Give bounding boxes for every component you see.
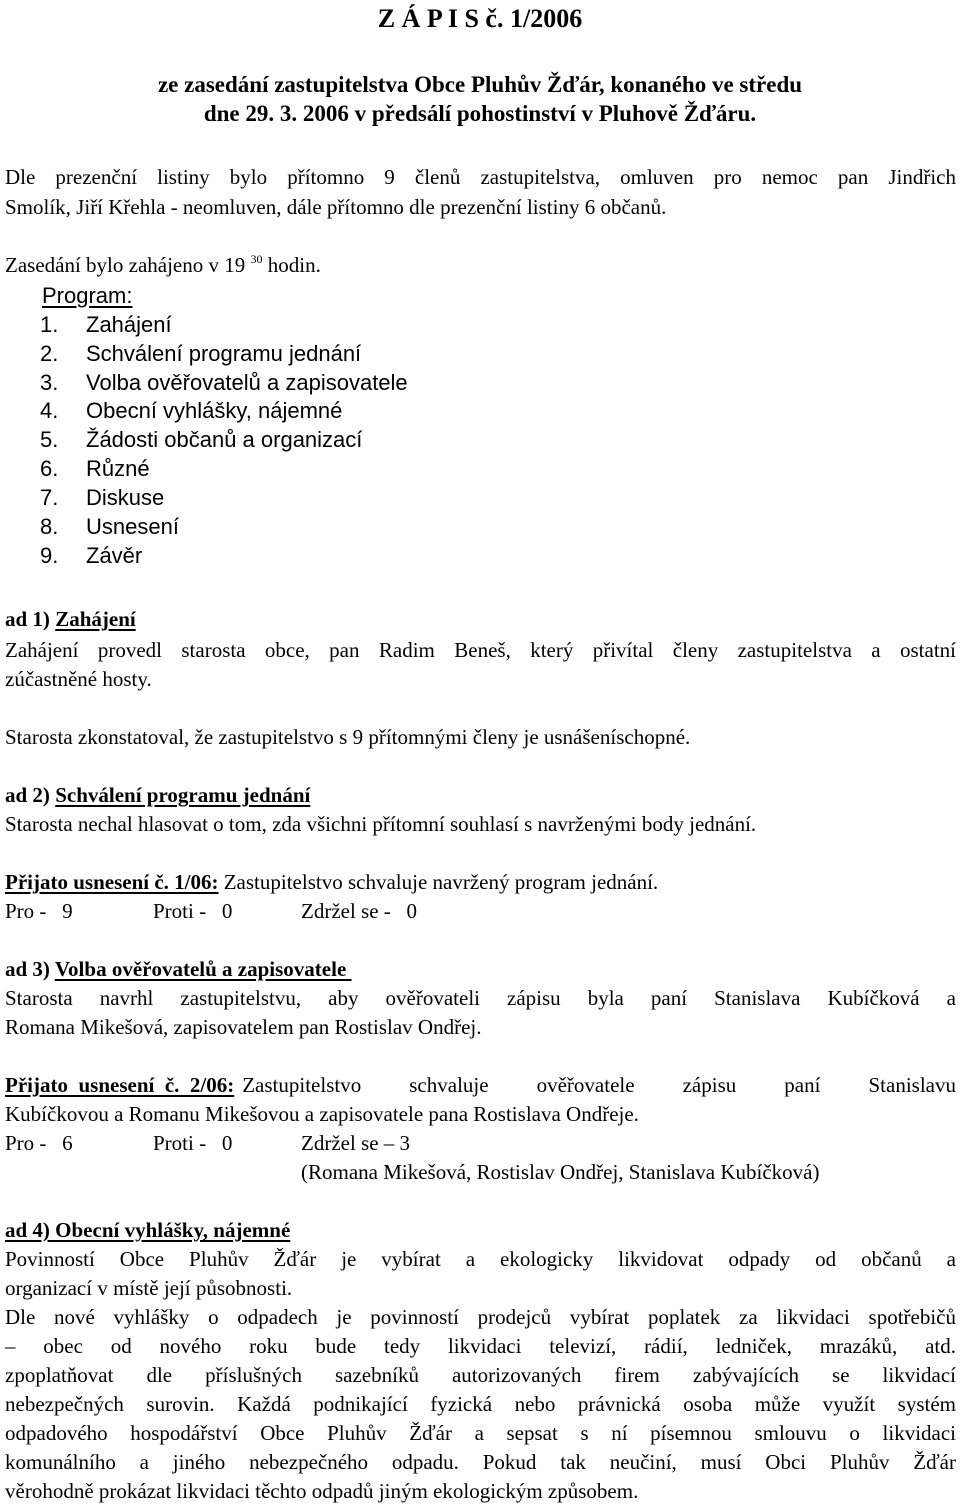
meeting-start-prefix: Zasedání bylo zahájeno v 19: [5, 253, 246, 277]
ad3-resolution: Přijato usnesení č. 2/06: Zastupitelstvo schvaluje ověřovatele zápisu paní Stanislavu: [5, 1073, 956, 1097]
meeting-start: [5, 251, 956, 280]
meeting-start-suffix: hodin.: [267, 253, 321, 277]
program-item: 4. Obecní vyhlášky, nájemné: [40, 398, 343, 423]
ad4-line: komunálního a jiného nebezpečného odpadu. Pokud tak neučiní, musí Obci Pluhův Žďár: [5, 1450, 956, 1474]
ad4-line: Povinností Obce Pluhův Žďár je vybírat a ekologicky likvidovat odpady od občanů a: [5, 1247, 956, 1271]
program-label: Program:: [42, 283, 133, 308]
ad4-line: odpadového hospodářství Obce Pluhův Žďár a sepsat s ní písemnou smlouvu o likvidaci: [5, 1421, 956, 1445]
ad3-text-line-1: Starosta navrhl zastupitelstvu, aby ověřovateli zápisu byla paní Stanislava Kubíčková a: [5, 986, 956, 1010]
ad4-line: zpoplatňovat dle příslušných sazebníků autorizovaných firem zabývajících se likvidací: [5, 1363, 956, 1387]
ad2-resolution: Přijato usnesení č. 1/06: Zastupitelstvo schvaluje navržený program jednání.: [5, 870, 659, 894]
ad1-text-line-1: Zahájení provedl starosta obce, pan Radim Beneš, který přivítal členy zastupitelstva a ostatní: [5, 638, 956, 662]
ad3-text-line-2: Romana Mikešová, zapisovatelem pan Rostislav Ondřej.: [5, 1015, 482, 1039]
ad3-resolution-line-2: Kubíčkovou a Romanu Mikešovou a zapisovatele pana Rostislava Ondřeje.: [5, 1102, 639, 1126]
meeting-start-minutes: 30: [250, 252, 263, 266]
program-item: 9. Závěr: [40, 543, 143, 568]
document-title: Z Á P I S č. 1/2006: [377, 4, 583, 33]
document-subtitle-line-2: dne 29. 3. 2006 v předsálí pohostinství v Pluhově Žďáru.: [203, 101, 757, 126]
section-ad4-heading: ad 4) Obecní vyhlášky, nájemné: [5, 1218, 291, 1242]
program-item: 1. Zahájení: [40, 312, 172, 337]
ad3-abstained-names: (Romana Mikešová, Rostislav Ondřej, Stanislava Kubíčková): [301, 1160, 820, 1184]
program-item: 2. Schválení programu jednání: [40, 341, 362, 366]
section-ad2-heading: ad 2) Schválení programu jednání: [5, 783, 311, 807]
ad4-line: nebezpečných surovin. Každá podnikající fyzická nebo právnická osoba může využít systém: [5, 1392, 956, 1416]
program-item: 5. Žádosti občanů a organizací: [40, 427, 363, 452]
ad4-line: Dle nové vyhlášky o odpadech je povinností prodejců vybírat poplatek za likvidaci spotřebičů: [5, 1305, 956, 1329]
document-subtitle-line-1: ze zasedání zastupitelstva Obce Pluhův Žďár, konaného ve středu: [157, 72, 803, 97]
ad4-line: organizací v místě její působnosti.: [5, 1276, 293, 1300]
program-item: 6. Různé: [40, 456, 150, 481]
ad4-line: věrohodně prokázat likvidaci těchto odpadů jiným ekologickým způsobem.: [5, 1479, 639, 1503]
section-ad1-heading: ad 1) Zahájení: [5, 607, 136, 631]
section-ad3-heading: ad 3) Volba ověřovatelů a zapisovatele: [5, 957, 352, 981]
attendance-line-2: Smolík, Jiří Křehla - neomluven, dále přítomno dle prezenční listiny 6 občanů.: [5, 195, 667, 219]
attendance-line-1: Dle prezenční listiny bylo přítomno 9 členů zastupitelstva, omluven pro nemoc pan Jindřich: [5, 165, 956, 189]
program-item: 3. Volba ověřovatelů a zapisovatele: [40, 370, 408, 395]
program-item: 8. Usnesení: [40, 514, 179, 539]
ad3-vote: Pro - 6 Proti - 0 Zdržel se – 3: [5, 1131, 411, 1155]
ad2-text: Starosta nechal hlasovat o tom, zda všichni přítomní souhlasí s navrženými body jednání.: [5, 812, 757, 836]
program-item: 7. Diskuse: [40, 485, 165, 510]
ad1-text-line-2: zúčastněné hosty.: [5, 667, 152, 691]
ad4-line: – obec od nového roku bude tedy likvidaci televizí, rádií, ledniček, mrazáků, atd.: [5, 1334, 956, 1358]
ad2-vote: Pro - 9 Proti - 0 Zdržel se - 0: [5, 899, 418, 923]
ad1-quorum: Starosta zkonstatoval, že zastupitelstvo s 9 přítomnými členy je usnášeníschopné.: [5, 725, 691, 749]
